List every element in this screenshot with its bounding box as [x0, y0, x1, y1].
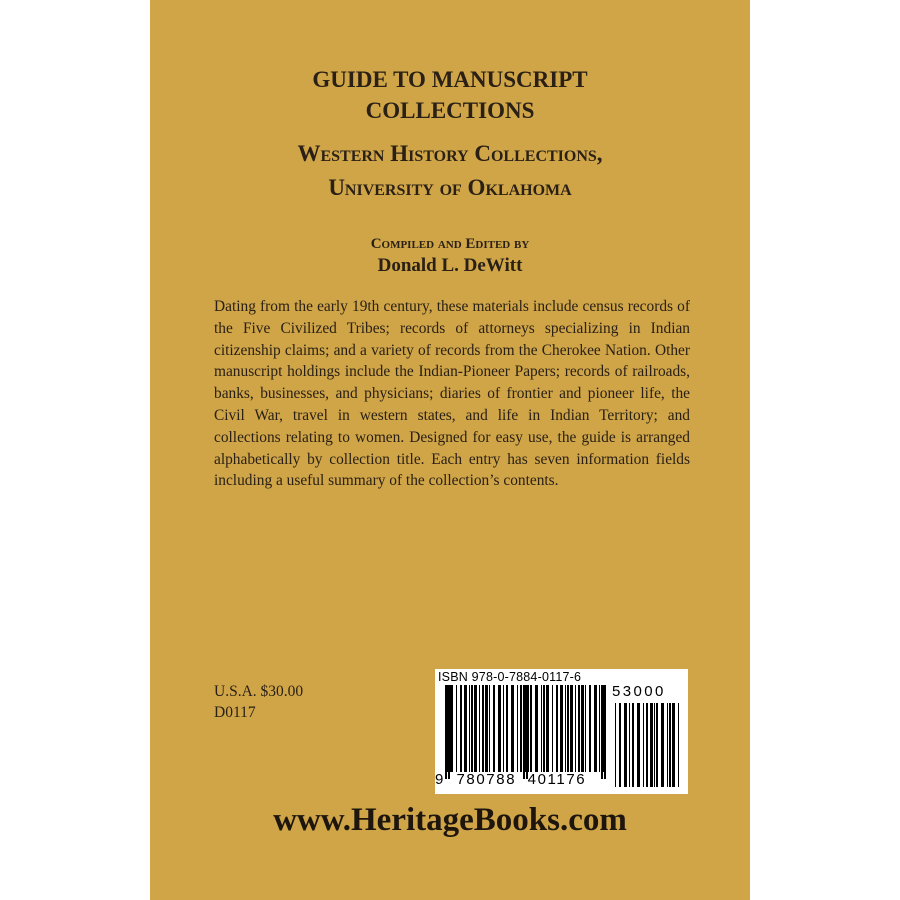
book-subtitle [150, 137, 750, 205]
compiled-label: Compiled and Edited by [370, 236, 530, 252]
barcode-bar [578, 685, 580, 772]
barcode-bar [469, 685, 470, 772]
barcode-bar [511, 685, 514, 772]
barcode-bar [637, 703, 640, 787]
publisher-website: www.HeritageBooks.com [273, 802, 627, 838]
barcode-bar [535, 685, 538, 772]
barcode-bar [570, 685, 573, 772]
barcode-bar [632, 703, 634, 787]
barcode-guard-bar [445, 685, 447, 779]
barcode-bar [594, 685, 597, 772]
barcode-bar [656, 703, 658, 787]
isbn-barcode [435, 669, 688, 794]
barcode-bar [678, 703, 679, 787]
book-subtitle-line-1: Western History Collections, [297, 141, 603, 166]
barcode-bar [661, 703, 664, 787]
barcode-guard-bar [604, 685, 606, 779]
book-title [150, 64, 750, 126]
barcode-bar [672, 703, 675, 787]
barcode-bar [503, 685, 504, 772]
barcode-guard-bar [526, 685, 528, 779]
description-text: Dating from the early 19th century, these materials include census records of the Five Civilized Tribes; records of attorneys specializing in Indian citizenship claims; and a variety of records from the Cherokee Nation. Other manuscript holdings include the Indian-Pioneer Papers; records of railroads, banks, businesses, and physicians; diaries of frontier and pioneer life, the Civil War, travel in western states, and life in Indian Territory; and collections relating to women. Designed for easy use, the guide is arranged alphabetically by collection title. Each entry has seven information fields including a useful summary of the collection’s contents. [214, 298, 690, 490]
barcode-bar [669, 703, 671, 787]
barcode-bar [479, 685, 480, 772]
product-code: D0117 [214, 704, 256, 721]
price-label: U.S.A. $30.00 [214, 683, 304, 700]
barcode-bar [667, 703, 668, 787]
barcode-bar [489, 685, 490, 772]
barcode-bar [599, 685, 600, 772]
book-subtitle-line-2: University of Oklahoma [328, 175, 572, 200]
barcode-bar [530, 685, 532, 772]
barcode-bar [589, 685, 591, 772]
barcode-bar [654, 703, 655, 787]
barcode-bar [581, 685, 584, 772]
barcode-guard-bar [523, 685, 525, 779]
barcode-bar [585, 685, 586, 772]
barcode-bar [552, 685, 553, 772]
addon-digits: 53000 [612, 683, 666, 700]
barcode-bar [520, 685, 522, 772]
book-title-line-2: COLLECTIONS [365, 98, 535, 123]
barcode-bar [474, 685, 477, 772]
barcode-bar [643, 703, 644, 787]
barcode-bar [450, 685, 453, 772]
ean-digits: 9 780788 401176 [435, 771, 587, 788]
barcode-bar [493, 685, 495, 772]
barcode-bar [485, 685, 488, 772]
barcode-guard-bar [601, 685, 603, 779]
barcode-bar [517, 685, 518, 772]
barcode-bar [471, 685, 473, 772]
barcode-bar [624, 703, 627, 787]
barcode-bar [565, 685, 566, 772]
barcode-bar [541, 685, 542, 772]
editor-name: Donald L. DeWitt [377, 255, 523, 276]
barcode-bar [619, 703, 621, 787]
book-title-line-1: GUIDE TO MANUSCRIPT [312, 67, 588, 92]
barcode-bar [528, 685, 529, 772]
barcode-bar [460, 685, 462, 772]
barcode-bar [556, 685, 558, 772]
barcode-bar [546, 685, 549, 772]
barcode-bar [650, 703, 653, 787]
isbn-label: ISBN 978-0-7884-0117-6 [438, 670, 582, 684]
barcode-bar [543, 685, 545, 772]
barcode-bar [506, 685, 508, 772]
barcode-guard-bar [448, 685, 450, 779]
barcode-bar [629, 703, 630, 787]
barcode-bar [615, 703, 616, 787]
barcode-bar [456, 685, 457, 772]
barcode-bar [498, 685, 501, 772]
barcode-bar [646, 703, 648, 787]
barcode-bar [567, 685, 569, 772]
barcode-bar [464, 685, 467, 772]
barcode-bar [560, 685, 563, 772]
barcode-bar [575, 685, 576, 772]
barcode-bar [482, 685, 484, 772]
